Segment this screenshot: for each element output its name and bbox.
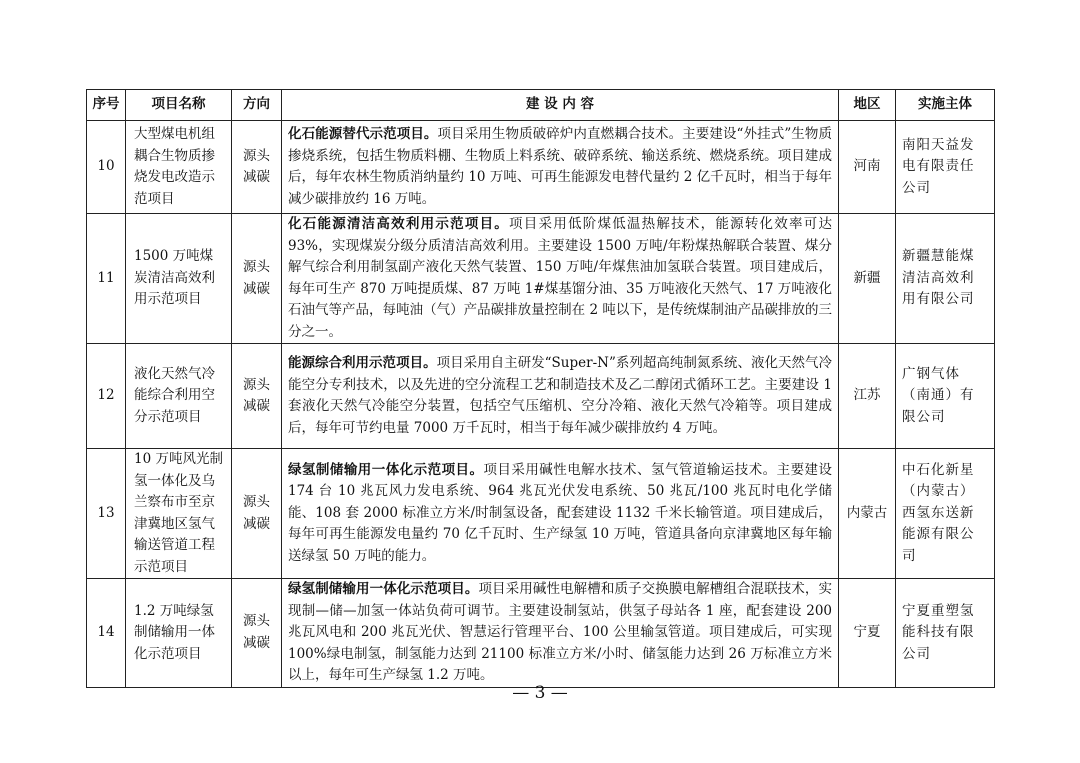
table-row xyxy=(87,344,995,449)
row-seq: 10 xyxy=(87,121,126,214)
table-row xyxy=(87,449,995,579)
row-seq: 13 xyxy=(87,449,126,579)
row-seq: 11 xyxy=(87,214,126,344)
row-project-name: 大型煤电机组耦合生物质掺烧发电改造示范项目 xyxy=(126,121,232,214)
header-row xyxy=(87,90,995,121)
content-lead: 化石能源替代示范项目。 xyxy=(288,126,438,142)
row-entity: 广钢气体（南通）有限公司 xyxy=(896,344,995,449)
content-body: 项目采用碱性电解槽和质子交换膜电解槽组合混联技术，实现制—储—加氢一体站负荷可调节。主要建设制氢站，供氢子母站各 1 座，配套建设 200 兆瓦风电和 200 兆瓦光伏、智慧运行管理平台、100 公里输氢管道。项目建成后，可实现 100%绿电制氢，制氢能力达到 21100 标准立方米/小时、储氢能力达到 26 万标准立方米以上，每年可生产绿氢 1.2 万吨。 xyxy=(288,581,833,683)
header-direction: 方向 xyxy=(232,90,282,121)
row-direction: 源头减碳 xyxy=(232,449,282,579)
row-direction: 源头减碳 xyxy=(232,214,282,344)
row-direction: 源头减碳 xyxy=(232,344,282,449)
projects-table xyxy=(86,89,995,688)
row-entity: 南阳天益发电有限责任公司 xyxy=(896,121,995,214)
table-row xyxy=(87,579,995,688)
row-region: 江苏 xyxy=(839,344,896,449)
content-lead: 能源综合利用示范项目。 xyxy=(288,355,437,371)
row-region: 内蒙古 xyxy=(839,449,896,579)
content-body: 项目采用低阶煤低温热解技术，能源转化效率可达 93%，实现煤炭分级分质清洁高效利用。主要建设 1500 万吨/年粉煤热解联合装置、煤分解气综合利用制氢副产液化天然气装置、150 万吨/年煤焦油加氢联合装置。项目建成后，每年可生产 870 万吨提质煤、87 万吨 1#煤基馏分油、35 万吨液化天然气、17 万吨液化石油气等产品，每吨油（气）产品碳排放量控制在 2 吨以下，是传统煤制油产品碳排放的三分之一。 xyxy=(288,216,833,340)
row-direction: 源头减碳 xyxy=(232,121,282,214)
row-region: 新疆 xyxy=(839,214,896,344)
content-body: 项目采用自主研发“Super-N”系列超高纯制氮系统、液化天然气冷能空分专利技术，以及先进的空分流程工艺和制造技术及乙二醇闭式循环工艺。主要建设 1 套液化天然气冷能空分装置，包括空气压缩机、空分冷箱、液化天然气冷箱等。项目建成后，每年可节约电量 7000 万千瓦时，相当于每年减少碳排放约 4 万吨。 xyxy=(288,355,832,436)
row-project-name: 1500 万吨煤炭清洁高效利用示范项目 xyxy=(126,214,232,344)
header-seq: 序号 xyxy=(87,90,126,121)
content-body: 项目采用生物质破碎炉内直燃耦合技术。主要建设“外挂式”生物质掺烧系统，包括生物质料棚、生物质上料系统、破碎系统、输送系统、燃烧系统。项目建成后，每年农林生物质消纳量约 10 万吨、可再生能源发电替代量约 2 亿千瓦时，相当于每年减少碳排放约 16 万吨。 xyxy=(288,126,832,207)
header-content: 建 设 内 容 xyxy=(282,90,839,121)
row-content xyxy=(282,449,839,579)
row-project-name: 10 万吨风光制氢一体化及乌兰察布市至京津冀地区氢气输送管道工程示范项目 xyxy=(126,449,232,579)
content-lead: 绿氢制储输用一体化示范项目。 xyxy=(288,581,479,597)
content-body: 项目采用碱性电解水技术、氢气管道输运技术。主要建设 174 台 10 兆瓦风力发电系统、964 兆瓦光伏发电系统、50 兆瓦/100 兆瓦时电化学储能、108 套 2000 标准立方米/时制氢设备，配套建设 1132 千米长输管道。项目建成后，每年可再生能源发电量约 70 亿千瓦时、生产绿氢 10 万吨，管道具备向京津冀地区每年输送绿氢 50 万吨的能力。 xyxy=(288,461,833,564)
row-content xyxy=(282,121,839,214)
row-entity: 中石化新星（内蒙古）西氢东送新能源有限公司 xyxy=(896,449,995,579)
row-content xyxy=(282,214,839,344)
row-seq: 14 xyxy=(87,579,126,688)
table-row xyxy=(87,121,995,214)
header-entity: 实施主体 xyxy=(896,90,995,121)
row-entity: 宁夏重塑氢能科技有限公司 xyxy=(896,579,995,688)
row-project-name: 液化天然气冷能综合利用空分示范项目 xyxy=(126,344,232,449)
row-project-name: 1.2 万吨绿氢制储输用一体化示范项目 xyxy=(126,579,232,688)
content-lead: 绿氢制储输用一体化示范项目。 xyxy=(288,461,484,478)
row-content xyxy=(282,344,839,449)
header-name: 项目名称 xyxy=(126,90,232,121)
row-region: 河南 xyxy=(839,121,896,214)
row-region: 宁夏 xyxy=(839,579,896,688)
table-row xyxy=(87,214,995,344)
row-seq: 12 xyxy=(87,344,126,449)
row-content xyxy=(282,579,839,688)
content-lead: 化石能源清洁高效利用示范项目。 xyxy=(288,216,510,232)
page-number: — 3 — xyxy=(512,683,568,703)
header-region: 地区 xyxy=(839,90,896,121)
row-direction: 源头减碳 xyxy=(232,579,282,688)
row-entity: 新疆慧能煤清洁高效利用有限公司 xyxy=(896,214,995,344)
